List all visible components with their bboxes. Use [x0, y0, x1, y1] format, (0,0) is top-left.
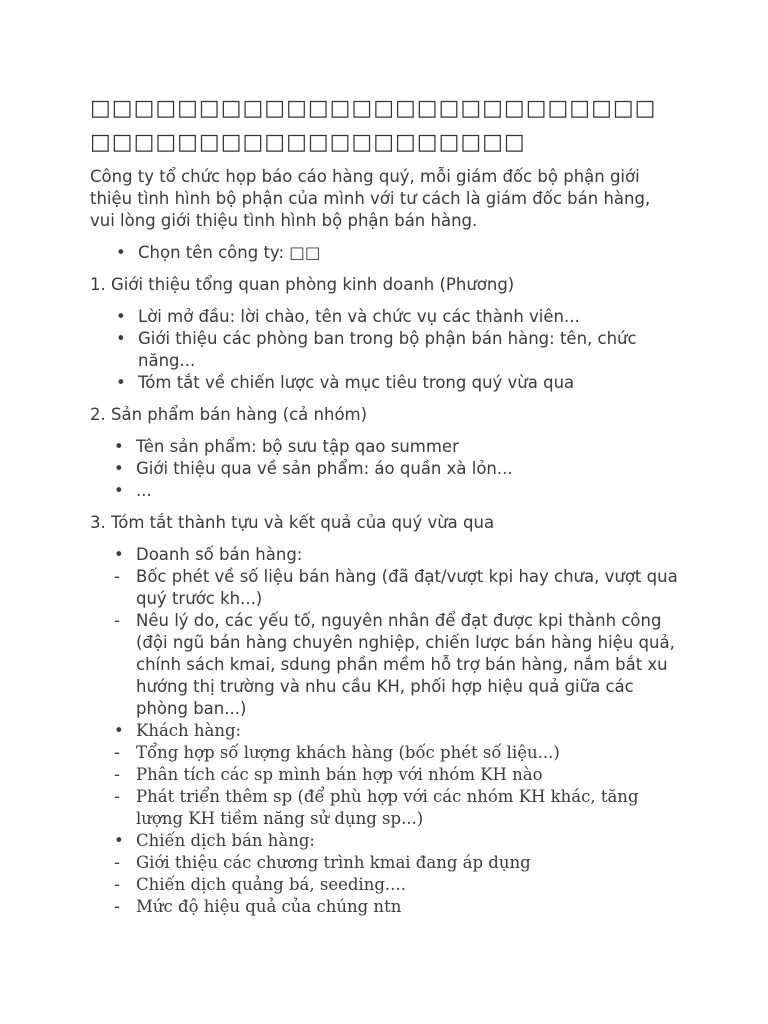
- list-item: [90, 566, 678, 610]
- list-item-text: Chiến dịch bán hàng:: [136, 831, 315, 850]
- dash-icon: -: [114, 897, 120, 916]
- list-item-text: Mức độ hiệu quả của chúng ntn: [136, 897, 402, 916]
- bullet-icon: •: [114, 831, 124, 850]
- bullet-icon: •: [116, 243, 126, 262]
- section-heading-1: 1. Giới thiệu tổng quan phòng kinh doanh (Phương): [90, 275, 515, 294]
- list-item: [90, 372, 678, 394]
- dash-icon: -: [114, 853, 120, 872]
- list-item: [90, 852, 678, 874]
- list-item-text: Chiến dịch quảng bá, seeding....: [136, 875, 406, 894]
- list-item: [90, 242, 678, 264]
- dash-icon: -: [114, 567, 120, 586]
- dash-icon: -: [114, 765, 120, 784]
- company-list: [90, 242, 678, 264]
- list-item: [90, 896, 678, 918]
- list-item-text: Giới thiệu các chương trình kmai đang áp dụng: [136, 853, 531, 872]
- list-item: [90, 786, 678, 830]
- list-item: [90, 742, 678, 764]
- bullet-icon: •: [116, 307, 126, 326]
- section-2-list: [90, 436, 678, 502]
- list-item-text: Khách hàng:: [136, 721, 242, 740]
- bullet-icon: •: [116, 329, 126, 348]
- list-item-text: Phát triển thêm sp (để phù hợp với các nhóm KH khác, tăng lượng KH tiềm năng sử dụng sp...): [136, 787, 639, 828]
- section-heading-3: 3. Tóm tắt thành tựu và kết quả của quý vừa qua: [90, 513, 495, 532]
- list-item: [90, 480, 678, 502]
- list-item: [90, 610, 678, 720]
- bullet-icon: •: [114, 459, 124, 478]
- list-item: [90, 544, 678, 566]
- dash-icon: -: [114, 611, 120, 630]
- document-title: □□□□□□□□□□□□□□□□□□□□□□□□□□□□□□□□□□□□□□□□□□□□□□: [90, 96, 657, 155]
- list-item-text: Lời mở đầu: lời chào, tên và chức vụ các thành viên...: [138, 307, 580, 326]
- bullet-icon: •: [116, 373, 126, 392]
- list-item: [90, 306, 678, 328]
- list-item: [90, 458, 678, 480]
- dash-icon: -: [114, 787, 120, 806]
- list-item-text: Doanh số bán hàng:: [136, 545, 303, 564]
- list-item: [90, 720, 678, 742]
- section-1-list: [90, 306, 678, 394]
- list-item-text: Tổng hợp số lượng khách hàng (bốc phét số liệu...): [136, 743, 560, 762]
- dash-icon: -: [114, 743, 120, 762]
- section-3-list: [90, 544, 678, 720]
- list-item-text: Giới thiệu các phòng ban trong bộ phận bán hàng: tên, chức năng...: [138, 329, 637, 370]
- list-item-text: Giới thiệu qua về sản phẩm: áo quần xà lỏn...: [136, 459, 513, 478]
- list-item: [90, 764, 678, 786]
- bullet-icon: •: [114, 481, 124, 500]
- list-item-text: Phân tích các sp mình bán hợp với nhóm KH nào: [136, 765, 543, 784]
- list-item-text: Nêu lý do, các yếu tố, nguyên nhân để đạt được kpi thành công (đội ngũ bán hàng chuyên nghiệp, chiến lược bán hàng hiệu quả, chính sách kmai, sdung phần mềm hỗ trợ bán hàng, nắm bắt xu hướng thị trường và nhu cầu KH, phối hợp hiệu quả giữa các phòng ban...): [136, 611, 675, 718]
- list-item: [90, 874, 678, 896]
- list-item-text: Chọn tên công ty: □□: [138, 243, 321, 262]
- section-3-serif-list: [90, 720, 678, 918]
- list-item-text: Tóm tắt về chiến lược và mục tiêu trong quý vừa qua: [138, 373, 575, 392]
- intro-paragraph: Công ty tổ chức họp báo cáo hàng quý, mỗi giám đốc bộ phận giới thiệu tình hình bộ phận của mình với tư cách là giám đốc bán hàng, vui lòng giới thiệu tình hình bộ phận bán hàng.: [90, 167, 651, 230]
- list-item: [90, 436, 678, 458]
- bullet-icon: •: [114, 545, 124, 564]
- list-item-text: Bốc phét về số liệu bán hàng (đã đạt/vượt kpi hay chưa, vượt qua quý trước kh...): [136, 567, 678, 608]
- list-item: [90, 830, 678, 852]
- list-item-text: ...: [136, 481, 152, 500]
- bullet-icon: •: [114, 437, 124, 456]
- list-item-text: Tên sản phẩm: bộ sưu tập qao summer: [136, 437, 459, 456]
- dash-icon: -: [114, 875, 120, 894]
- bullet-icon: •: [114, 721, 124, 740]
- section-heading-2: 2. Sản phẩm bán hàng (cả nhóm): [90, 405, 368, 424]
- list-item: [90, 328, 678, 372]
